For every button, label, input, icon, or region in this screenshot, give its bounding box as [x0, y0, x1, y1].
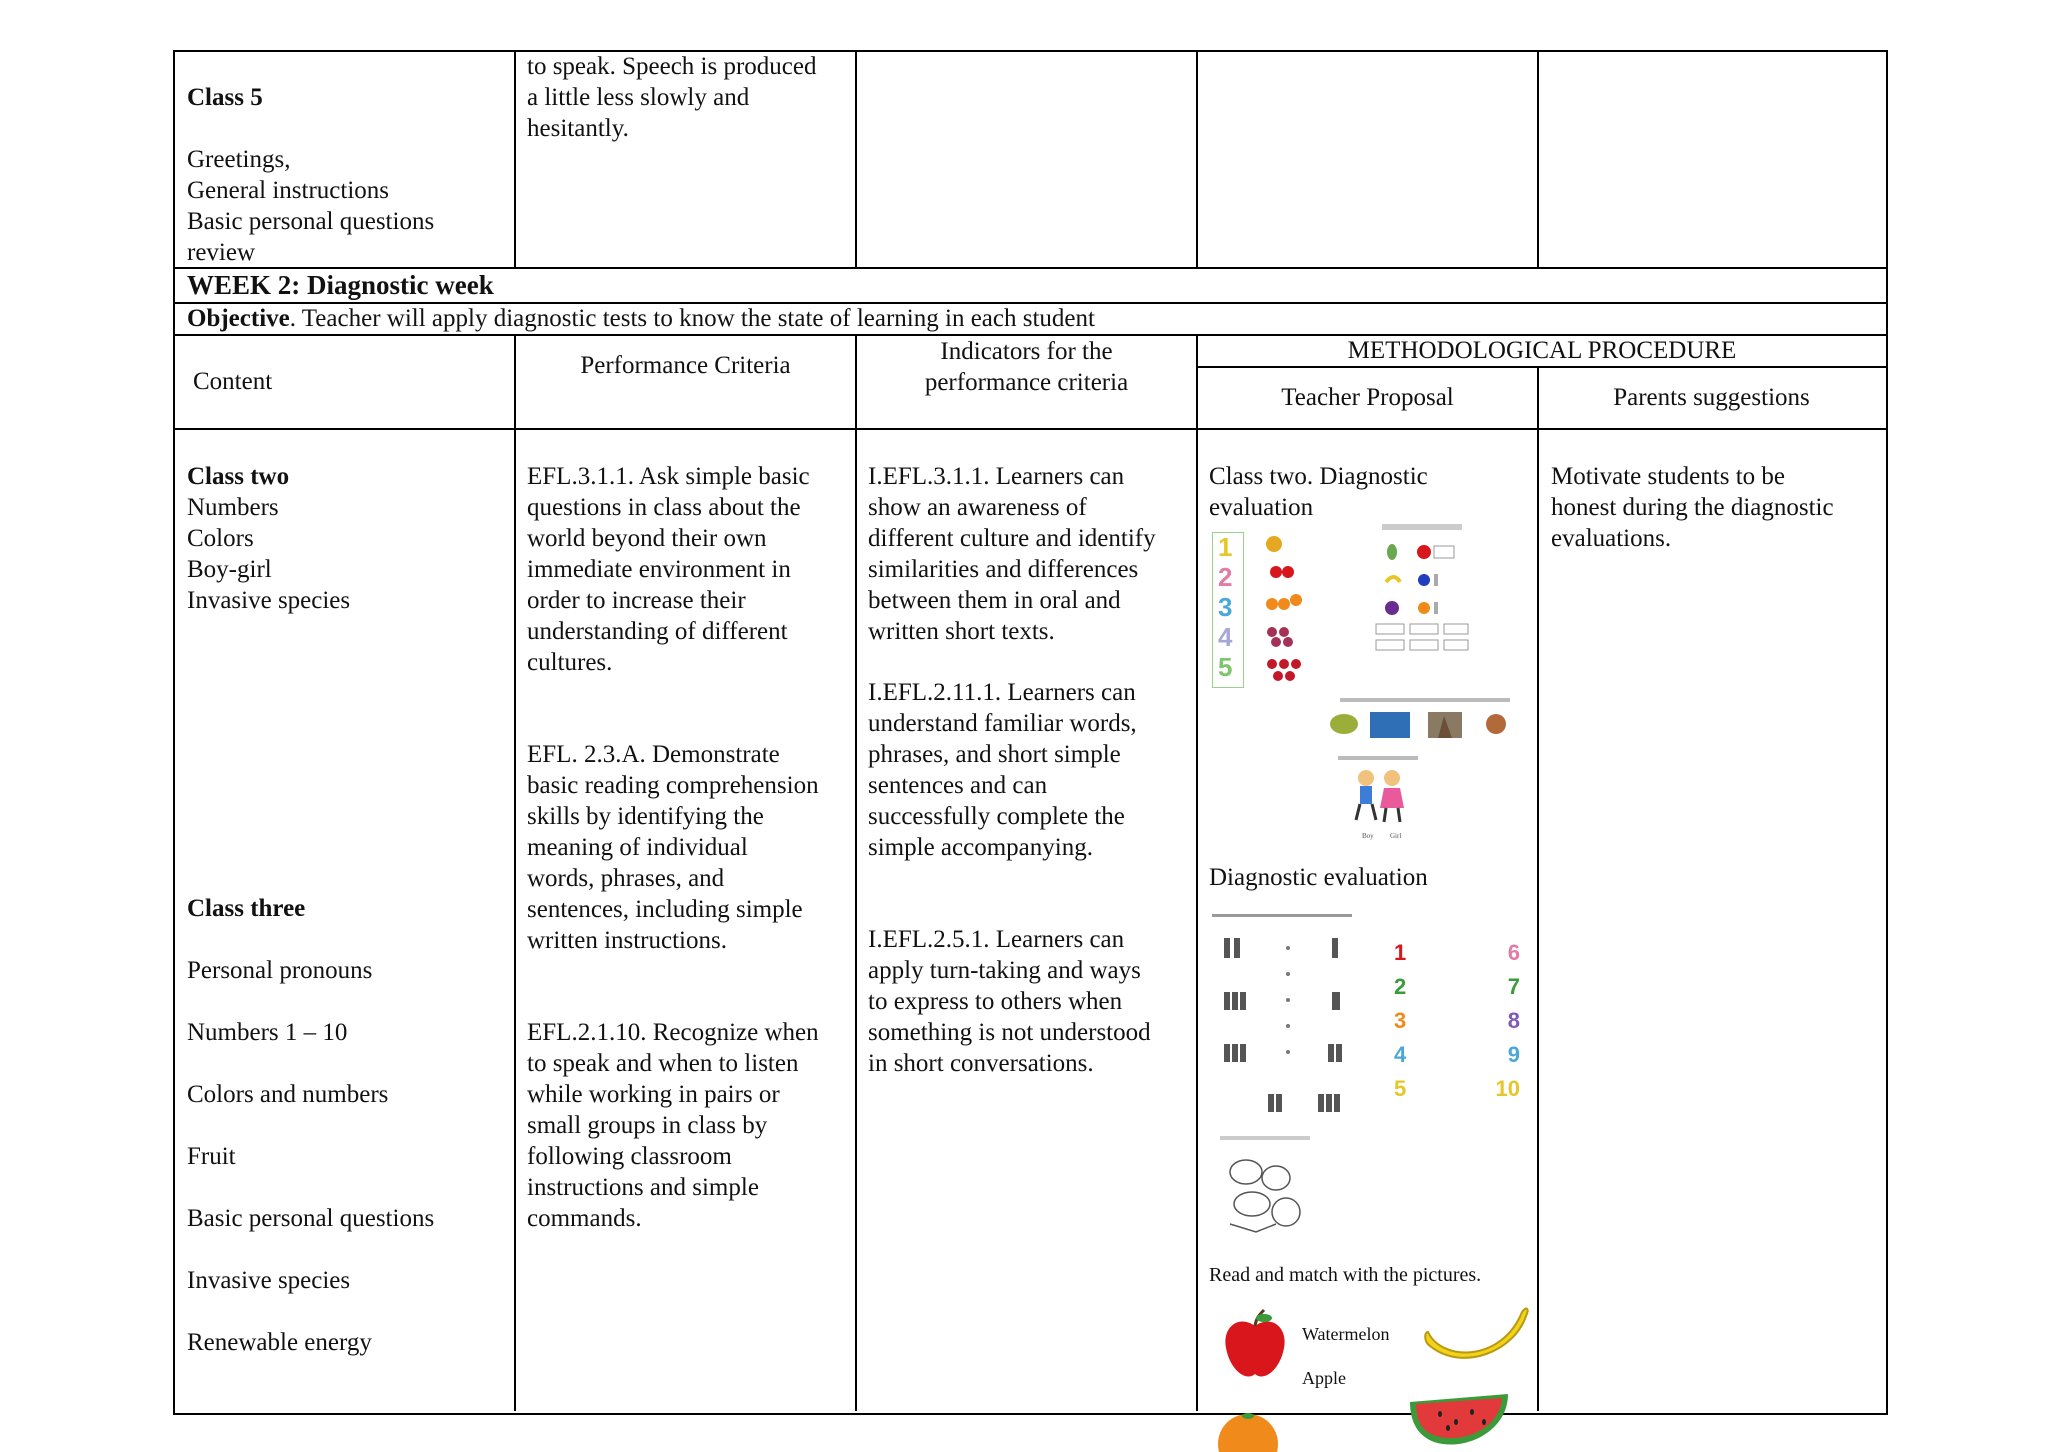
- tile-number: 6: [1507, 940, 1520, 965]
- class-three-title: Class three: [187, 895, 306, 922]
- number-2: 2: [1218, 562, 1233, 592]
- people-icons: [1222, 934, 1352, 1134]
- banana-icon: [1422, 1302, 1532, 1372]
- class-three-item: Colors and numbers: [187, 1081, 389, 1108]
- indicator-1: I.EFL.3.1.1. Learners can show an awareness of different culture and identify similarities and differences between them in oral and written short texts.: [868, 463, 1156, 645]
- header-content: Content: [193, 368, 273, 395]
- number-5: 5: [1218, 652, 1233, 682]
- col-divider: [514, 50, 516, 268]
- tile-number: 2: [1394, 974, 1407, 999]
- class-three-item: Fruit: [187, 1143, 236, 1170]
- class-three-item: Renewable energy: [187, 1329, 372, 1356]
- tile-number: 4: [1394, 1042, 1407, 1067]
- watermelon-icon: [1404, 1392, 1514, 1452]
- row-divider: [173, 428, 1886, 430]
- word-apple: Apple: [1302, 1368, 1346, 1388]
- indicator-3: I.EFL.2.5.1. Learners can apply turn-taking and ways to express to others when something is not understood in short conversations.: [868, 926, 1151, 1077]
- number-3: 3: [1218, 592, 1233, 622]
- number-tiles-right: [1484, 936, 1520, 1106]
- word-watermelon: Watermelon: [1302, 1324, 1390, 1344]
- worksheet-numbers-image: [1212, 530, 1322, 690]
- tile-number: 10: [1495, 1076, 1520, 1101]
- svg-text:Boy: Boy: [1362, 832, 1374, 840]
- color-by-number-image: [1216, 1132, 1326, 1242]
- tile-number: 5: [1394, 1076, 1407, 1101]
- header-methodological: METHODOLOGICAL PROCEDURE: [1347, 337, 1737, 364]
- col-divider: [1537, 366, 1539, 1411]
- teacher-proposal-3: Read and match with the pictures.: [1209, 1264, 1482, 1286]
- apple-icon: [1220, 1308, 1290, 1388]
- fruit-color-matching-image: [1372, 520, 1472, 660]
- tile-number: 9: [1507, 1042, 1520, 1067]
- svg-text:Girl: Girl: [1390, 832, 1402, 840]
- class-two-items: Numbers Colors Boy-girl Invasive species: [187, 494, 351, 614]
- tile-number: 1: [1394, 940, 1407, 965]
- boy-girl-image: [1328, 754, 1428, 844]
- teacher-proposal-2: Diagnostic evaluation: [1209, 864, 1428, 891]
- header-parents-suggestions: Parents suggestions: [1613, 384, 1810, 411]
- col-divider: [1537, 50, 1539, 268]
- class-three-item: Invasive species: [187, 1267, 351, 1294]
- counting-worksheet-image: [1212, 914, 1522, 1114]
- number-tiles-left: [1394, 936, 1434, 1106]
- tile-number: 8: [1507, 1008, 1520, 1033]
- tile-number: 3: [1394, 1008, 1407, 1033]
- objective-label: Objective: [187, 305, 290, 332]
- performance-criteria-3: EFL.2.1.10. Recognize when to speak and when to listen while working in pairs or small groups in class by following classroom instructions and simple commands.: [527, 1019, 819, 1232]
- class-three-item: Personal pronouns: [187, 957, 373, 984]
- class-three-item: Numbers 1 – 10: [187, 1019, 348, 1046]
- objective-text: . Teacher will apply diagnostic tests to know the state of learning in each student: [289, 305, 1095, 332]
- col-divider: [855, 334, 857, 1411]
- performance-criteria-2: EFL. 2.3.A. Demonstrate basic reading comprehension skills by identifying the meaning of individual words, phrases, and sentences, including simple written instructions.: [527, 741, 819, 954]
- number-4: 4: [1218, 622, 1233, 652]
- parents-suggestion: Motivate students to be honest during the diagnostic evaluations.: [1551, 463, 1834, 552]
- row-divider: [1196, 366, 1886, 368]
- header-performance: Performance Criteria: [580, 352, 791, 379]
- fruit-count-icons: [1260, 530, 1310, 690]
- week-title: WEEK 2: Diagnostic week: [187, 270, 494, 300]
- number-1: 1: [1218, 532, 1233, 562]
- performance-criteria-1: EFL.3.1.1. Ask simple basic questions in class about the world beyond their own immediate environment in order to increase their understanding of different cultures.: [527, 463, 810, 676]
- header-indicators: Indicators for the performance criteria: [924, 338, 1129, 396]
- invasive-species-image: [1320, 694, 1530, 744]
- class-two-title: Class two: [187, 463, 290, 490]
- class-three-item: Basic personal questions: [187, 1205, 435, 1232]
- col-divider: [1196, 334, 1198, 1411]
- col-divider: [855, 50, 857, 268]
- objective-line: [187, 303, 1095, 334]
- performance-continued: to speak. Speech is produced a little less slowly and hesitantly.: [527, 53, 817, 142]
- col-divider: [1196, 50, 1198, 268]
- class5-items: Greetings, General instructions Basic personal questions review: [187, 146, 435, 266]
- tile-number: 7: [1507, 974, 1520, 999]
- indicator-2: I.EFL.2.11.1. Learners can understand familiar words, phrases, and short simple sentences and can successfully complete the simple accompanying.: [868, 679, 1137, 861]
- orange-icon: [1214, 1408, 1284, 1448]
- teacher-proposal-1: Class two. Diagnostic evaluation: [1209, 463, 1428, 521]
- header-teacher-proposal: Teacher Proposal: [1281, 384, 1454, 411]
- col-divider: [514, 334, 516, 1411]
- class5-title: Class 5: [187, 84, 263, 111]
